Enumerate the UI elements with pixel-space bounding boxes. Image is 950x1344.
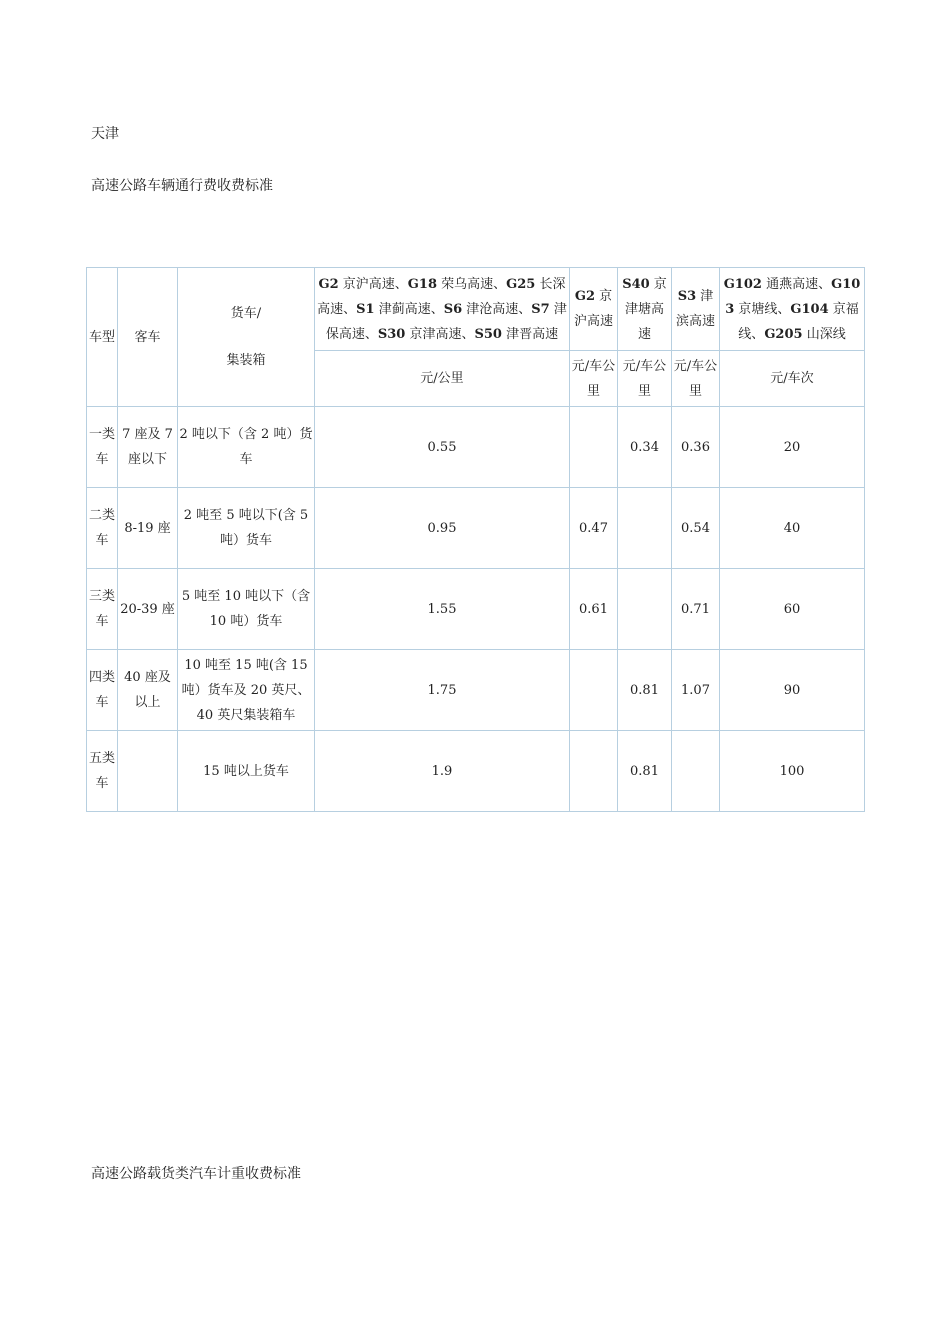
route-code: G2 <box>574 289 595 304</box>
header-vehicle-type: 车型 <box>87 268 118 407</box>
rate-d-cell <box>672 731 720 812</box>
route-name: 津保高速、 <box>325 301 567 342</box>
rate-a-cell: 1.75 <box>315 650 570 731</box>
rate-c-cell: 0.34 <box>618 407 672 488</box>
rate-e-cell: 100 <box>720 731 865 812</box>
header-route-group-a <box>315 268 570 351</box>
unit-route-g2: 元/车公里 <box>570 351 618 407</box>
route-name: 京沪高速 <box>573 289 613 329</box>
route-name: 山深线 <box>802 326 846 342</box>
rate-c-cell <box>618 569 672 650</box>
vehicle-type-cell: 二类车 <box>87 488 118 569</box>
rate-b-cell: 0.47 <box>570 488 618 569</box>
vehicle-type-cell: 四类车 <box>87 650 118 731</box>
unit-route-national: 元/车次 <box>720 351 865 407</box>
header-bus: 客车 <box>118 268 178 407</box>
route-name: 京津高速、 <box>405 326 475 342</box>
route-name: 津滨高速 <box>675 289 715 329</box>
truck-cell: 5 吨至 10 吨以下（含 10 吨）货车 <box>178 569 315 650</box>
route-code: G25 <box>506 276 536 292</box>
route-name: 京津塘高速 <box>624 276 667 342</box>
truck-cell: 2 吨以下（含 2 吨）货车 <box>178 407 315 488</box>
unit-route-group-a: 元/公里 <box>315 351 570 407</box>
route-name: 京福线、 <box>738 301 859 342</box>
bus-cell: 7 座及 7 座以下 <box>118 407 178 488</box>
route-code: G104 <box>790 301 829 317</box>
header-truck-line1: 货车/ <box>230 306 262 321</box>
header-row <box>87 268 865 351</box>
rate-d-cell: 0.71 <box>672 569 720 650</box>
route-code: S3 <box>677 289 697 304</box>
rate-e-cell: 60 <box>720 569 865 650</box>
truck-cell: 10 吨至 15 吨(含 15 吨）货车及 20 英尺、40 英尺集装箱车 <box>178 650 315 731</box>
bus-cell: 20-39 座 <box>118 569 178 650</box>
route-name: 通燕高速、 <box>761 276 832 292</box>
header-truck-container <box>178 268 315 407</box>
rate-d-cell: 1.07 <box>672 650 720 731</box>
rate-a-cell: 1.55 <box>315 569 570 650</box>
route-name: 荣乌高速、 <box>437 276 507 292</box>
vehicle-type-cell: 三类车 <box>87 569 118 650</box>
bus-cell: 8-19 座 <box>118 488 178 569</box>
unit-route-s3: 元/车公里 <box>672 351 720 407</box>
route-code: G205 <box>764 326 803 342</box>
route-code: G103 <box>725 276 861 317</box>
rate-e-cell: 40 <box>720 488 865 569</box>
rate-d-cell: 0.54 <box>672 488 720 569</box>
rate-a-cell: 1.9 <box>315 731 570 812</box>
table-row <box>87 488 865 569</box>
header-route-national <box>720 268 865 351</box>
rate-e-cell: 20 <box>720 407 865 488</box>
rate-b-cell <box>570 407 618 488</box>
route-code: S30 <box>377 326 406 342</box>
table-row <box>87 569 865 650</box>
rate-b-cell: 0.61 <box>570 569 618 650</box>
table-row <box>87 407 865 488</box>
header-route-g2 <box>570 268 618 351</box>
rate-a-cell: 0.95 <box>315 488 570 569</box>
rate-e-cell: 90 <box>720 650 865 731</box>
route-name: 京塘线、 <box>734 301 791 317</box>
rate-c-cell: 0.81 <box>618 650 672 731</box>
header-route-s3 <box>672 268 720 351</box>
route-code: G102 <box>723 276 762 292</box>
header-truck-line2: 集装箱 <box>226 353 266 368</box>
table-row <box>87 650 865 731</box>
rate-c-cell <box>618 488 672 569</box>
route-code: G18 <box>407 276 437 292</box>
toll-standard-title: 高速公路车辆通行费收费标准 <box>91 178 273 194</box>
rate-a-cell: 0.55 <box>315 407 570 488</box>
route-name: 津沧高速、 <box>462 301 532 317</box>
table-row <box>87 731 865 812</box>
bus-cell: 40 座及以上 <box>118 650 178 731</box>
rate-d-cell: 0.36 <box>672 407 720 488</box>
rate-b-cell <box>570 731 618 812</box>
city-heading: 天津 <box>91 126 119 142</box>
route-code: S6 <box>443 301 463 317</box>
route-code: S1 <box>356 301 375 317</box>
route-code: S7 <box>531 301 550 317</box>
header-route-s40 <box>618 268 672 351</box>
truck-cell: 15 吨以上货车 <box>178 731 315 812</box>
toll-fee-table <box>86 267 865 812</box>
vehicle-type-cell: 五类车 <box>87 731 118 812</box>
route-name: 长深高速、 <box>317 276 566 317</box>
route-name: 津蓟高速、 <box>374 301 444 317</box>
truck-cell: 2 吨至 5 吨以下(含 5 吨）货车 <box>178 488 315 569</box>
weight-fee-title: 高速公路载货类汽车计重收费标准 <box>91 1166 301 1182</box>
bus-cell <box>118 731 178 812</box>
rate-b-cell <box>570 650 618 731</box>
vehicle-type-cell: 一类车 <box>87 407 118 488</box>
route-code: G2 <box>318 276 339 292</box>
route-name: 京沪高速、 <box>338 276 408 292</box>
route-code: S40 <box>622 276 650 292</box>
route-code: S50 <box>474 326 502 342</box>
unit-route-s40: 元/车公里 <box>618 351 672 407</box>
rate-c-cell: 0.81 <box>618 731 672 812</box>
route-name: 津晋高速 <box>501 326 559 342</box>
